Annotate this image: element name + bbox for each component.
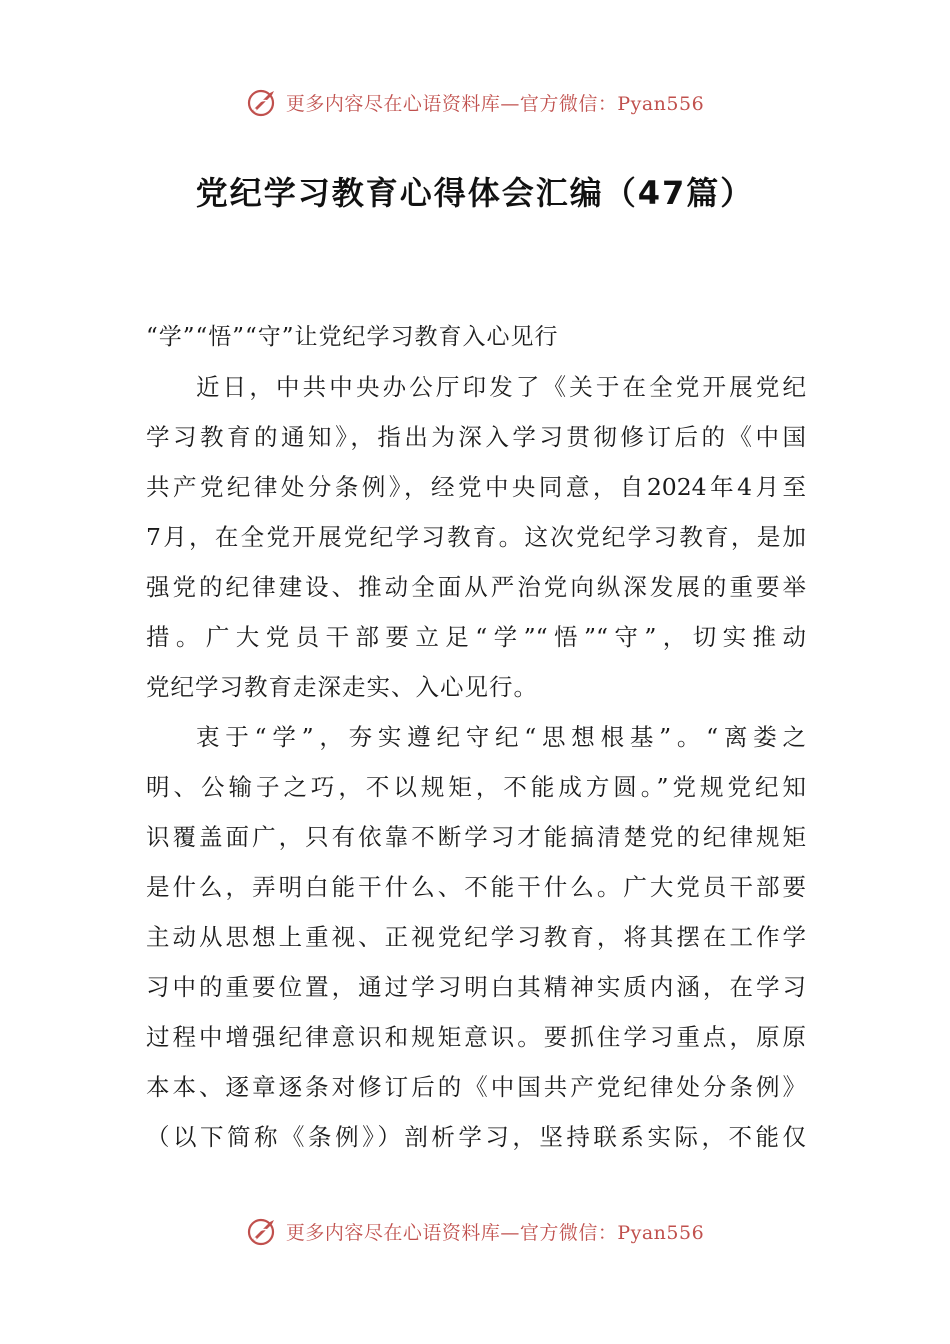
paragraph-line: 主动从思想上重视、正视党纪学习教育，将其摆在工作学	[146, 923, 806, 951]
header-watermark-banner	[0, 82, 950, 122]
paragraph-line: 识覆盖面广，只有依靠不断学习才能搞清楚党的纪律规矩	[146, 823, 806, 851]
paragraph-line: 明、公输子之巧，不以规矩，不能成方圆。”党规党纪知	[146, 773, 806, 801]
paragraph-line: 党纪学习教育走深走实、入心见行。	[146, 673, 538, 701]
paragraph-line: （以下简称《条例》）剖析学习，坚持联系实际，不能仅	[146, 1123, 806, 1151]
paragraph-line: 本本、逐章逐条对修订后的《中国共产党纪律处分条例》	[146, 1073, 806, 1101]
watermark-text: 更多内容尽在心语资料库—官方微信：Pyan556	[285, 1221, 705, 1244]
article-heading: “学”“悟”“守”让党纪学习教育入心见行	[146, 324, 559, 350]
pen-logo-icon	[246, 85, 280, 119]
paragraph-line: 近日，中共中央办公厅印发了《关于在全党开展党纪	[196, 373, 806, 401]
paragraph-line: 学习教育的通知》，指出为深入学习贯彻修订后的《中国	[146, 423, 806, 451]
paragraph	[146, 712, 806, 1162]
footer-watermark-banner	[0, 1211, 950, 1251]
paragraph-line: 是什么，弄明白能干什么、不能干什么。广大党员干部要	[146, 873, 806, 901]
paragraph-line: 7月，在全党开展党纪学习教育。这次党纪学习教育，是加	[146, 523, 806, 551]
paragraph-line: 强党的纪律建设、推动全面从严治党向纵深发展的重要举	[146, 573, 806, 601]
pen-logo-icon	[246, 1214, 280, 1248]
article-body	[146, 312, 806, 1162]
paragraph-line: 衷于“学”，夯实遵纪守纪“思想根基”。“离娄之	[196, 723, 806, 751]
watermark-text: 更多内容尽在心语资料库—官方微信：Pyan556	[285, 92, 705, 115]
page-title: 党纪学习教育心得体会汇编（47篇）	[195, 174, 755, 212]
paragraph-line: 措。广大党员干部要立足“学”“悟”“守”，切实推动	[146, 623, 806, 651]
paragraph-line: 过程中增强纪律意识和规矩意识。要抓住学习重点，原原	[146, 1023, 806, 1051]
paragraph-line: 习中的重要位置，通过学习明白其精神实质内涵，在学习	[146, 973, 806, 1001]
paragraph	[146, 362, 806, 712]
paragraph-line: 共产党纪律处分条例》，经党中央同意，自2024年4月至	[146, 473, 806, 501]
